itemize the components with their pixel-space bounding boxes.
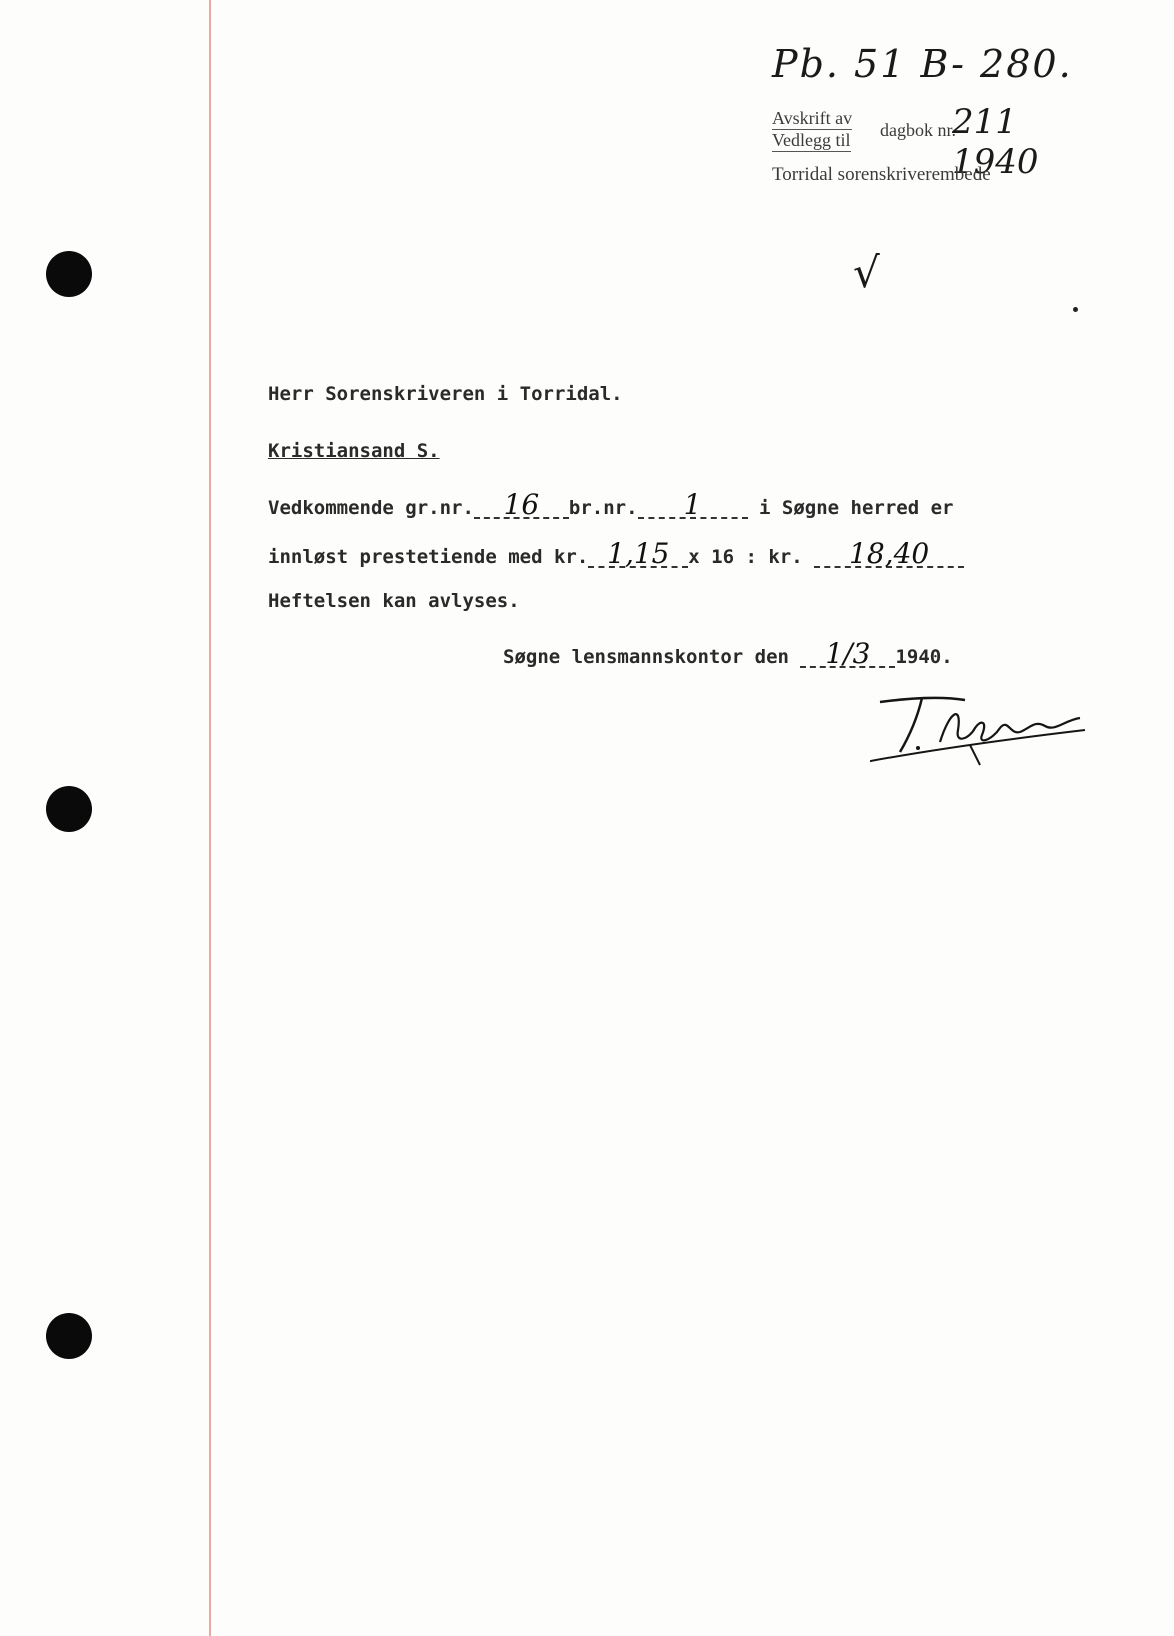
stamp-office: Torridal sorenskriverembede <box>772 164 991 185</box>
letter-line-1 <box>268 488 954 521</box>
line1-mid: br.nr. <box>568 497 638 519</box>
total-amount: 18,40 <box>814 542 964 568</box>
handwritten-signature <box>870 690 1090 774</box>
punch-hole <box>46 786 92 832</box>
dateline-prefix: Søgne lensmannskontor den <box>503 646 789 668</box>
stamp-line-avskrift: Avskrift av <box>772 108 853 128</box>
signature-graphic <box>870 690 1090 770</box>
registry-stamp <box>772 102 1112 198</box>
punch-hole <box>46 1313 92 1359</box>
check-mark: √ <box>853 248 880 297</box>
line2-prefix: innløst prestetiende med kr. <box>268 546 589 568</box>
line1-prefix: Vedkommende gr.nr. <box>268 497 474 519</box>
letter-line-3: Heftelsen kan avlyses. <box>268 590 520 612</box>
reference-mark: Pb. 51 B- 280. <box>772 42 1073 86</box>
ink-dot <box>1073 307 1078 312</box>
line2-mid: x 16 : kr. <box>688 546 803 568</box>
line1-suffix: i Søgne herred er <box>759 497 954 519</box>
addressee: Herr Sorenskriveren i Torridal. <box>268 383 623 405</box>
date-year: 1940. <box>895 646 953 668</box>
stamp-dagbok-label: dagbok nr. <box>880 120 956 140</box>
punch-hole <box>46 251 92 297</box>
addressee-city: Kristiansand S. <box>268 440 440 462</box>
stamp-line-vedlegg: Vedlegg til <box>772 130 851 150</box>
date-value: 1/3 <box>800 642 895 668</box>
letter-line-2 <box>268 537 964 570</box>
margin-line <box>209 0 211 1636</box>
br-nr-value: 1 <box>638 493 748 519</box>
dateline <box>503 637 953 670</box>
stamp-dagbok-number: 211 1940 <box>952 102 1039 182</box>
kr-amount: 1,15 <box>588 542 688 568</box>
gr-nr-value: 16 <box>474 493 569 519</box>
